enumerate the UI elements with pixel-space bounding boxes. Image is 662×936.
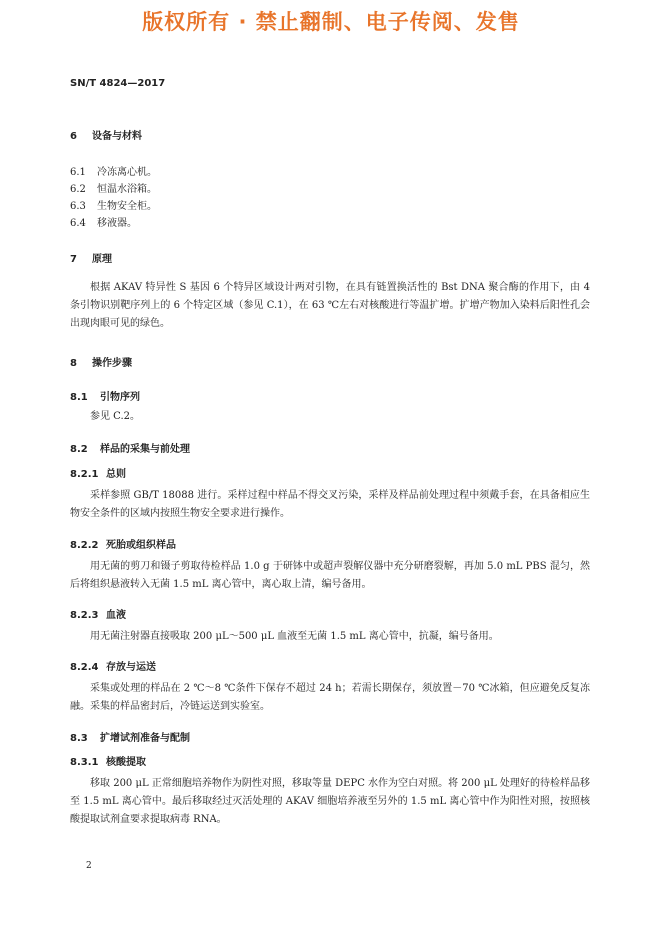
section-title: 样品的采集与前处理 — [100, 444, 190, 455]
blood-paragraph: 用无菌注射器直接吸取 200 μL～500 μL 血液至无菌 1.5 mL 离心管中，抗凝，编号备用。 — [90, 631, 499, 642]
item-text: 生物安全柜。 — [97, 201, 157, 212]
principle-paragraph: 根据 AKAV 特异性 S 基因 6 个特异区域设计两对引物，在具有链置换活性的 Bst DNA 聚合酶的作用下，由 4 条引物识别靶序列上的 6 个特定区域（参见 C.1），在 63 ℃左右对核酸进行等温扩增。扩增产物加入染料后阳性孔会出现肉眼可见的绿色。 — [70, 282, 590, 329]
section-number: 8.1 — [70, 392, 88, 403]
section-title: 操作步骤 — [92, 358, 132, 369]
section-number: 8.3.1 — [70, 757, 99, 768]
storage-paragraph: 采集或处理的样品在 2 ℃～8 ℃条件下保存不超过 24 h；若需长期保存，须放置－70 ℃冰箱，但应避免反复冻融。采集的样品密封后，冷链运送到实验室。 — [70, 683, 590, 712]
item-number: 6.3 — [70, 201, 86, 212]
general-paragraph: 采样参照 GB/T 18088 进行。采样过程中样品不得交叉污染，采样及样品前处理过程中须戴手套，在具备相应生物安全条件的区域内按照生物安全要求进行操作。 — [70, 490, 590, 519]
section-title: 核酸提取 — [106, 757, 146, 768]
item-text: 恒温水浴箱。 — [97, 184, 157, 195]
section-8-2-1-heading — [70, 465, 126, 480]
section-title: 血液 — [106, 610, 126, 621]
section-number: 8.2 — [70, 444, 88, 455]
item-number: 6.4 — [70, 218, 86, 229]
section-number: 8.3 — [70, 733, 88, 744]
section-number: 8 — [70, 358, 77, 369]
section-8-2-heading — [70, 440, 190, 455]
standard-code: SN/T 4824—2017 — [70, 78, 166, 89]
page-number: 2 — [86, 861, 92, 871]
section-7-heading — [70, 250, 112, 265]
section-8-2-2-heading — [70, 536, 176, 551]
section-title: 总则 — [106, 469, 126, 480]
section-8-heading — [70, 354, 132, 369]
section-number: 7 — [70, 254, 77, 265]
section-title: 扩增试剂准备与配制 — [100, 733, 190, 744]
tissue-sample-paragraph: 用无菌的剪刀和镊子剪取待检样品 1.0 g 于研钵中或超声裂解仪器中充分研磨裂解，再加 5.0 mL PBS 混匀，然后将组织悬液转入无菌 1.5 mL 离心管中，离心取上清，编号备用。 — [70, 561, 590, 590]
copyright-watermark: 版权所有 · 禁止翻制、电子传阅、发售 — [142, 10, 520, 34]
primer-paragraph: 参见 C.2。 — [90, 411, 141, 422]
section-6-heading — [70, 127, 142, 142]
item-number: 6.1 — [70, 167, 86, 178]
item-number: 6.2 — [70, 184, 86, 195]
section-title: 引物序列 — [100, 392, 140, 403]
section-8-1-heading — [70, 388, 140, 403]
section-title: 存放与运送 — [106, 662, 156, 673]
section-number: 6 — [70, 131, 77, 142]
section-title: 原理 — [92, 254, 112, 265]
list-item — [70, 180, 157, 195]
list-item — [70, 214, 137, 229]
item-text: 移液器。 — [97, 218, 137, 229]
section-8-3-1-heading — [70, 753, 146, 768]
section-8-2-4-heading — [70, 658, 156, 673]
section-number: 8.2.4 — [70, 662, 99, 673]
section-title: 死胎或组织样品 — [106, 540, 176, 551]
section-8-3-heading — [70, 729, 190, 744]
list-item — [70, 197, 157, 212]
section-number: 8.2.1 — [70, 469, 99, 480]
section-title: 设备与材料 — [92, 131, 142, 142]
item-text: 冷冻离心机。 — [97, 167, 157, 178]
section-number: 8.2.2 — [70, 540, 99, 551]
nucleic-acid-extraction-paragraph: 移取 200 μL 正常细胞培养物作为阴性对照，移取等量 DEPC 水作为空白对照。将 200 μL 处理好的待检样品移至 1.5 mL 离心管中。最后移取经过灭活处理的 AKAV 细胞培养液至另外的 1.5 mL 离心管中作为阳性对照，按照核酸提取试剂盒要求提取病毒 RNA。 — [70, 778, 590, 825]
section-8-2-3-heading — [70, 606, 126, 621]
section-number: 8.2.3 — [70, 610, 99, 621]
list-item — [70, 163, 157, 178]
